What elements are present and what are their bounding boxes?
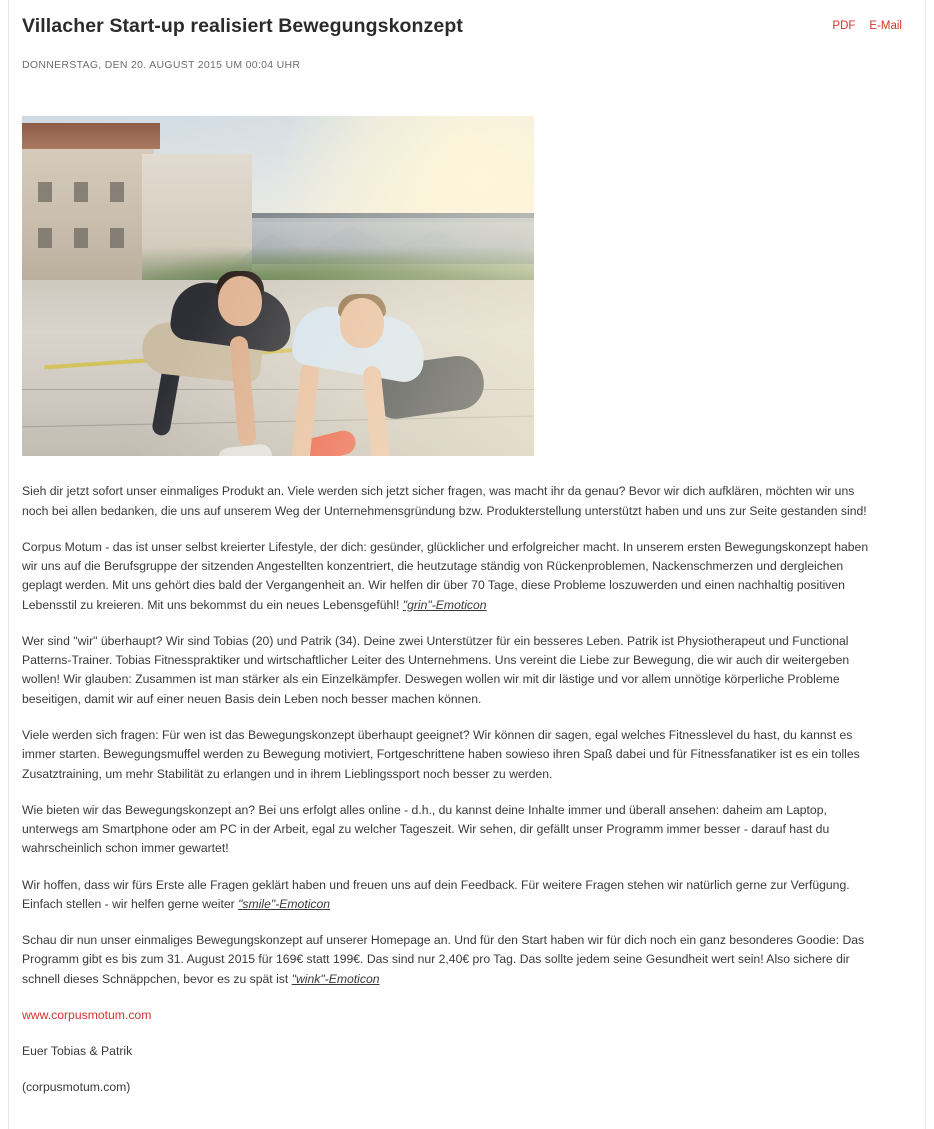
paragraph-team: Wer sind "wir" überhaupt? Wir sind Tobias (20) und Patrik (34). Deine zwei Unterstützer für ein besseres Leben. Patrik ist Physiotherapeut und Functional Patterns-Trainer. Tobias Fitnesspraktiker und wirtschaftlicher Leiter des Unternehmens. Uns vereint die Liebe zur Bewegung, die wir auch dir weitergeben wollen! Wir glauben: Zusammen ist man stärker als ein Einzelkämpfer. Deswegen wollen wir mit dir lästige und vor allem unnötige körperliche Probleme beseitigen, damit wir auf einer neuen Basis dein Leben noch besser machen können.: [22, 633, 850, 706]
article-date: DONNERSTAG, DEN 20. AUGUST 2015 UM 00:04 UHR: [22, 59, 301, 72]
article-header: [0, 0, 934, 39]
website-paragraph: [22, 1006, 872, 1025]
page-title: Villacher Start-up realisiert Bewegungskonzept: [22, 15, 463, 37]
paragraph-offer: [22, 931, 872, 989]
photo-haze: [22, 116, 534, 456]
wink-emoticon[interactable]: "wink"-Emoticon: [291, 971, 380, 986]
paragraph-audience: Viele werden sich fragen: Für wen ist das Bewegungskonzept überhaupt geeignet? Wir können dir sagen, egal welches Fitnesslevel du hast, du kannst es immer starten. Bewegungsmuffel werden zu Bewegung motiviert, Fortgeschrittene haben sowieso ihren Spaß dabei und für Fitnessfanatiker ist es ein tolles Zusatztraining, um mehr Stabilität zu erlangen und in ihrem Lieblingssport noch besser zu werden.: [22, 728, 860, 781]
pdf-link[interactable]: PDF: [832, 20, 856, 32]
paragraph-delivery: Wie bieten wir das Bewegungskonzept an? Bei uns erfolgt alles online - d.h., du kannst deine Inhalte immer und überall ansehen: daheim am Laptop, unterwegs am Smartphone oder am PC in der Arbeit, egal zu welcher Tageszeit. Wir sehen, dir gefällt unser Programm immer besser - darauf hast du wahrscheinlich schon immer gewartet!: [22, 802, 830, 856]
grin-emoticon[interactable]: "grin"-Emoticon: [402, 597, 487, 612]
paragraph-concept: [22, 538, 872, 615]
website-link[interactable]: www.corpusmotum.com: [22, 1007, 152, 1022]
article-actions: [832, 20, 906, 32]
source-note: (corpusmotum.com): [22, 1080, 131, 1095]
bottom-spacer: [22, 1115, 872, 1129]
paragraph-questions-text: Wir hoffen, dass wir fürs Erste alle Fragen geklärt haben und freuen uns auf dein Feedback. Für weitere Fragen stehen wir natürlich gerne zur Verfügung. Einfach stellen - wir helfen gerne weiter: [22, 877, 850, 911]
email-link[interactable]: E-Mail: [869, 20, 902, 32]
smile-emoticon[interactable]: "smile"-Emoticon: [238, 896, 331, 911]
paragraph-concept-text: Corpus Motum - das ist unser selbst kreierter Lifestyle, der dich: gesünder, glücklicher und erfolgreicher macht. In unserem ersten Bewegungskonzept haben wir uns auf die Berufsgruppe der sitzenden Angestellten konzentriert, die heutzutage ständig von Rückenproblemen, Nackenschmerzen und dergleichen geplagt werden. Mit uns gehört dies bald der Vergangenheit an. Wir helfen dir über 70 Tage, diese Probleme loszuwerden und einen nachhaltig positiven Lebensstil zu kreieren. Mit uns bekommst du ein neues Lebensgefühl!: [22, 539, 869, 612]
paragraph-questions: [22, 876, 872, 915]
paragraph-offer-text: Schau dir nun unser einmaliges Bewegungskonzept auf unserer Homepage an. Und für den Start haben wir für dich noch ein ganz besonderes Goodie: Das Programm gibt es bis zum 31. August 2015 für 169€ statt 199€. Das sind nur 2,40€ pro Tag. Das sollte jedem seine Gesundheit wert sein! Also sichere dir schnell dieses Schnäppchen, bevor es zu spät ist: [22, 933, 865, 986]
paragraph-intro: Sieh dir jetzt sofort unser einmaliges Produkt an. Viele werden sich jetzt sicher fragen, was macht ihr da genau? Bevor wir dich aufklären, möchten wir uns noch bei allen bedanken, die uns auf unserem Weg der Unternehmensgründung bzw. Produkterstellung unterstützt haben und uns zur Seite gestanden sind!: [22, 484, 867, 518]
signature: Euer Tobias & Patrik: [22, 1044, 133, 1059]
article-body: [0, 456, 902, 1128]
article-image: [22, 116, 534, 456]
